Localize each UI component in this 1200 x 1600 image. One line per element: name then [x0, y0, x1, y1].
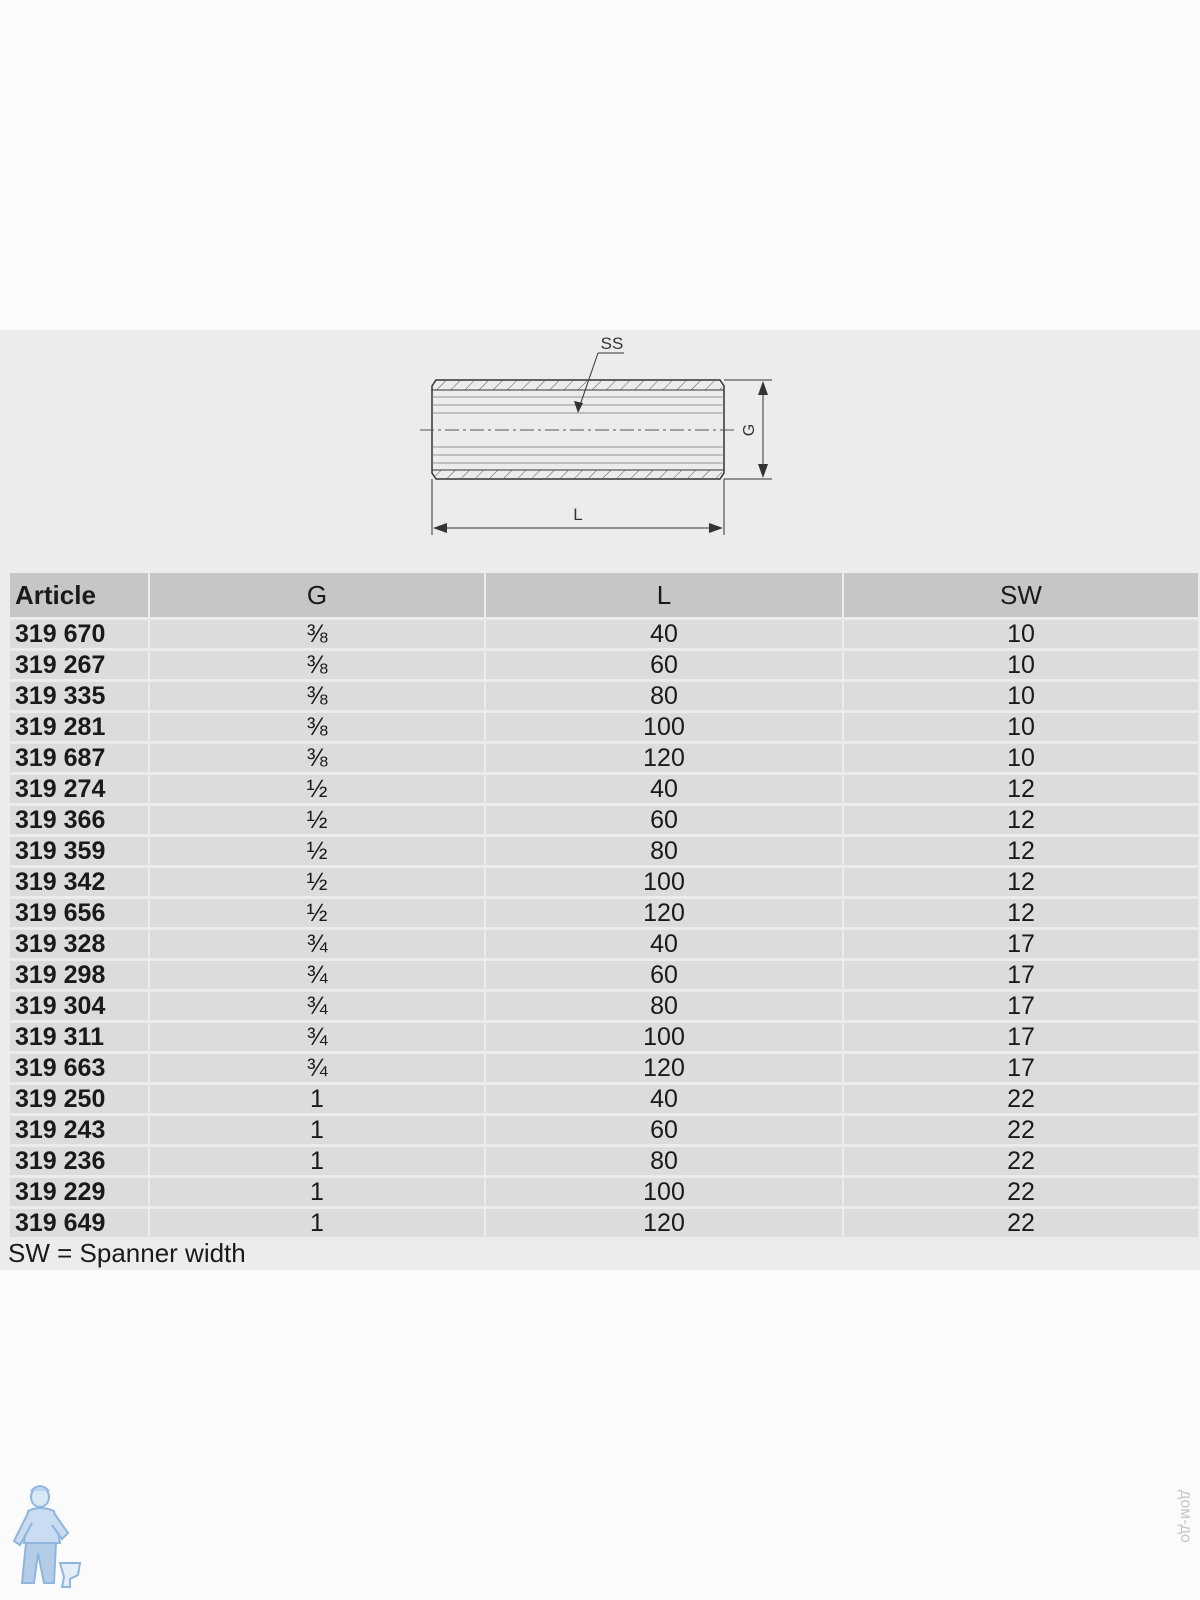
l-cell: 120: [486, 1054, 842, 1085]
sw-cell: 10: [844, 744, 1198, 775]
g-cell: ⅜: [150, 713, 484, 744]
sw-cell: 22: [844, 1178, 1198, 1209]
sw-cell: 17: [844, 992, 1198, 1023]
article-cell: 319 670: [10, 620, 148, 651]
article-cell: 319 229: [10, 1178, 148, 1209]
footnote: SW = Spanner width: [8, 1238, 246, 1268]
sw-cell: 12: [844, 868, 1198, 899]
table-row: [10, 744, 1198, 775]
table-row: [10, 1178, 1198, 1209]
table-row: [10, 1209, 1198, 1240]
l-cell: 80: [486, 1147, 842, 1178]
label-g: G: [741, 423, 759, 437]
article-cell: 319 335: [10, 682, 148, 713]
table-row: [10, 806, 1198, 837]
g-cell: ¾: [150, 1054, 484, 1085]
l-cell: 60: [486, 806, 842, 837]
l-cell: 60: [486, 1116, 842, 1147]
g-cell: ⅜: [150, 682, 484, 713]
header-article: Article: [10, 573, 148, 620]
l-cell: 100: [486, 868, 842, 899]
g-cell: 1: [150, 1178, 484, 1209]
article-cell: 319 250: [10, 1085, 148, 1116]
sw-cell: 10: [844, 682, 1198, 713]
l-cell: 120: [486, 744, 842, 775]
sw-cell: 17: [844, 1023, 1198, 1054]
sw-cell: 22: [844, 1085, 1198, 1116]
table-row: [10, 837, 1198, 868]
article-cell: 319 267: [10, 651, 148, 682]
article-cell: 319 243: [10, 1116, 148, 1147]
article-cell: 319 687: [10, 744, 148, 775]
sw-cell: 10: [844, 713, 1198, 744]
g-cell: ⅜: [150, 620, 484, 651]
g-cell: ½: [150, 806, 484, 837]
bottom-wall-hatch: [434, 470, 722, 478]
g-cell: 1: [150, 1209, 484, 1240]
top-wall-hatch: [434, 381, 722, 390]
article-cell: 319 298: [10, 961, 148, 992]
l-cell: 100: [486, 1178, 842, 1209]
l-cell: 80: [486, 682, 842, 713]
label-l: L: [573, 505, 583, 524]
sw-cell: 17: [844, 1054, 1198, 1085]
g-cell: ⅜: [150, 651, 484, 682]
header-sw: SW: [844, 573, 1198, 620]
g-cell: 1: [150, 1147, 484, 1178]
g-cell: ⅜: [150, 744, 484, 775]
l-cell: 40: [486, 620, 842, 651]
g-cell: ½: [150, 775, 484, 806]
article-cell: 319 281: [10, 713, 148, 744]
table-row: [10, 899, 1198, 930]
article-spec-table: [8, 573, 1200, 1240]
sw-cell: 22: [844, 1147, 1198, 1178]
sw-cell: 12: [844, 775, 1198, 806]
article-cell: 319 311: [10, 1023, 148, 1054]
g-cell: ½: [150, 837, 484, 868]
table-row: [10, 1054, 1198, 1085]
sw-cell: 12: [844, 806, 1198, 837]
l-cell: 100: [486, 1023, 842, 1054]
table-row: [10, 713, 1198, 744]
l-cell: 40: [486, 930, 842, 961]
article-cell: 319 342: [10, 868, 148, 899]
table-row: [10, 868, 1198, 899]
l-cell: 120: [486, 899, 842, 930]
article-cell: 319 663: [10, 1054, 148, 1085]
article-cell: 319 304: [10, 992, 148, 1023]
sw-cell: 12: [844, 837, 1198, 868]
table-row: [10, 775, 1198, 806]
g-cell: ½: [150, 899, 484, 930]
g-cell: 1: [150, 1116, 484, 1147]
l-cell: 40: [486, 775, 842, 806]
table-row: [10, 1147, 1198, 1178]
sw-cell: 22: [844, 1116, 1198, 1147]
nipple-technical-drawing: [380, 333, 820, 553]
table-row: [10, 930, 1198, 961]
article-cell: 319 366: [10, 806, 148, 837]
article-cell: 319 328: [10, 930, 148, 961]
g-cell: ½: [150, 868, 484, 899]
table-row: [10, 1085, 1198, 1116]
g-cell: ¾: [150, 992, 484, 1023]
article-cell: 319 359: [10, 837, 148, 868]
l-cell: 60: [486, 651, 842, 682]
g-cell: 1: [150, 1085, 484, 1116]
header-l: L: [486, 573, 842, 620]
sw-cell: 22: [844, 1209, 1198, 1240]
article-cell: 319 649: [10, 1209, 148, 1240]
table-row: [10, 1023, 1198, 1054]
article-cell: 319 656: [10, 899, 148, 930]
table-row: [10, 961, 1198, 992]
plumber-mascot-logo: [8, 1483, 84, 1591]
sw-cell: 10: [844, 620, 1198, 651]
l-cell: 100: [486, 713, 842, 744]
l-cell: 120: [486, 1209, 842, 1240]
l-cell: 80: [486, 837, 842, 868]
g-cell: ¾: [150, 930, 484, 961]
sw-cell: 10: [844, 651, 1198, 682]
g-cell: ¾: [150, 961, 484, 992]
g-cell: ¾: [150, 1023, 484, 1054]
watermark: дом-до: [1177, 1490, 1194, 1543]
label-ss: SS: [600, 334, 624, 353]
l-cell: 80: [486, 992, 842, 1023]
article-cell: 319 274: [10, 775, 148, 806]
sw-cell: 17: [844, 930, 1198, 961]
table-row: [10, 682, 1198, 713]
sw-cell: 12: [844, 899, 1198, 930]
table-row: [10, 1116, 1198, 1147]
l-cell: 40: [486, 1085, 842, 1116]
l-cell: 60: [486, 961, 842, 992]
table-header-row: [10, 573, 1198, 620]
sw-cell: 17: [844, 961, 1198, 992]
header-g: G: [150, 573, 484, 620]
article-cell: 319 236: [10, 1147, 148, 1178]
table-row: [10, 992, 1198, 1023]
table-row: [10, 620, 1198, 651]
table-row: [10, 651, 1198, 682]
